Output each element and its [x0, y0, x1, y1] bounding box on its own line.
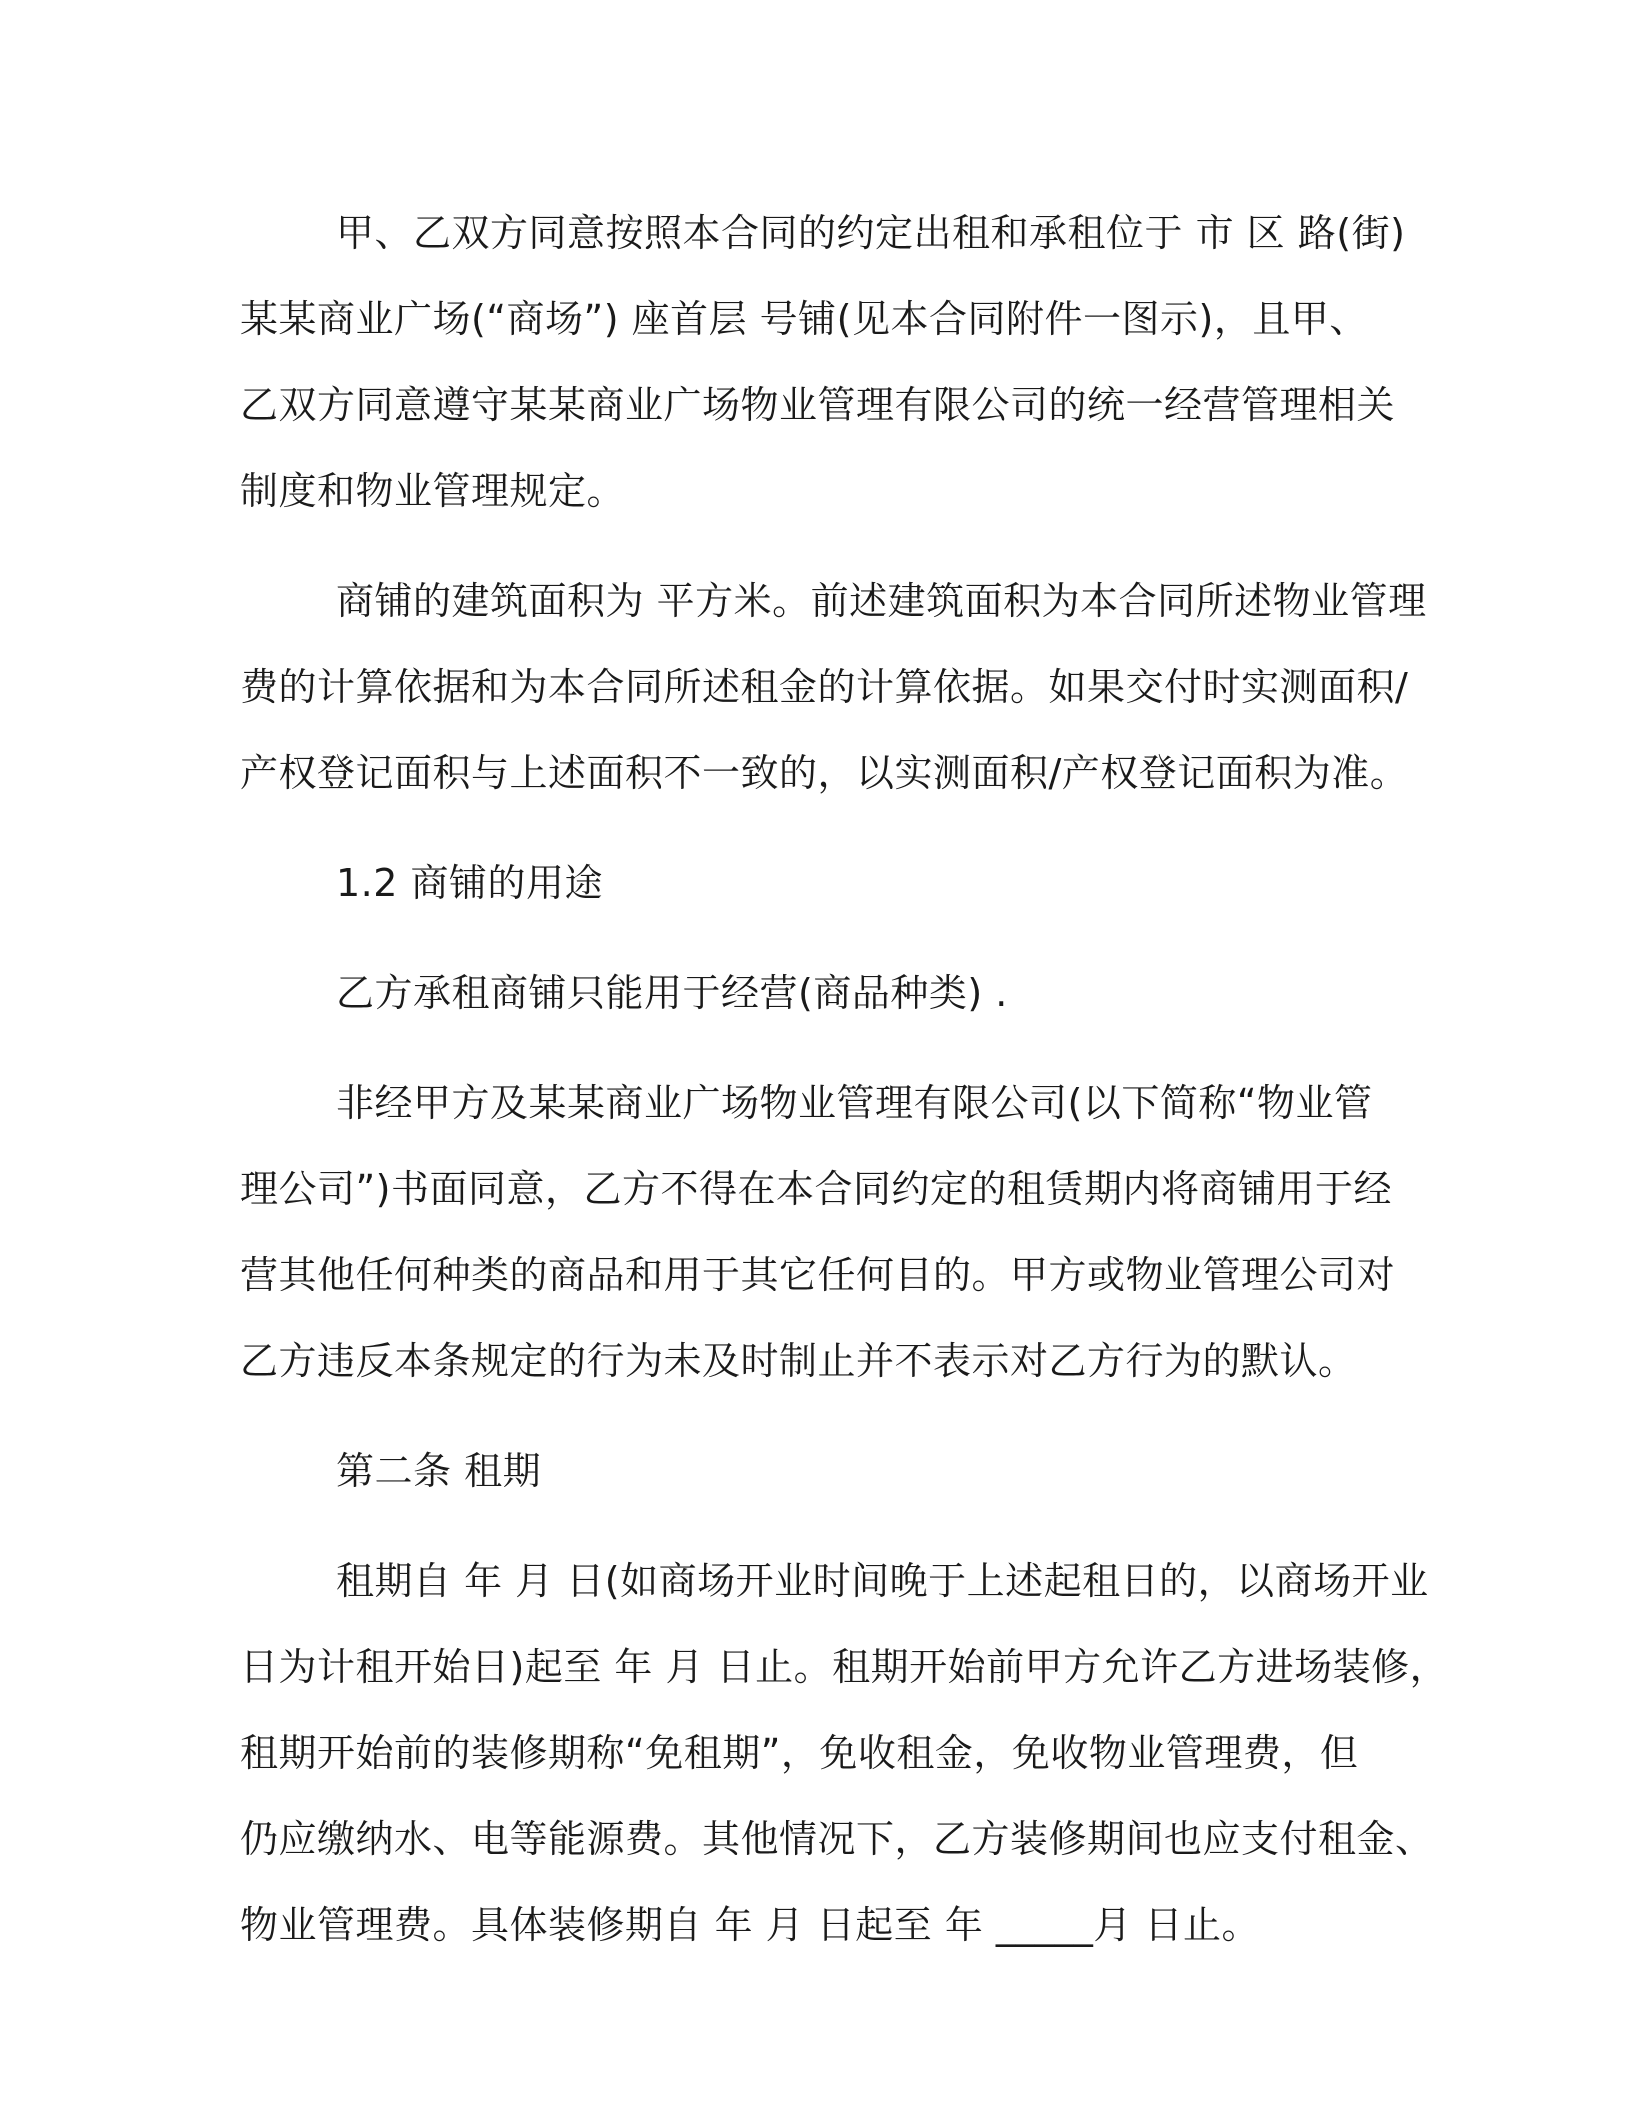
- text-line: 制度和物业管理规定。: [240, 469, 626, 513]
- paragraph-restriction: [240, 1060, 1396, 1404]
- text-line: 1.2 商铺的用途: [336, 861, 604, 905]
- text-line: 租期开始前的装修期称“免租期”，免收租金，免收物业管理费，但: [240, 1731, 1359, 1775]
- document-page: [240, 190, 1449, 1992]
- text-line: 非经甲方及某某商业广场物业管理有限公司(以下简称“物业管: [336, 1081, 1373, 1125]
- paragraph-term: [240, 1538, 1449, 1968]
- text-line: 理公司”)书面同意，乙方不得在本合同约定的租赁期内将商铺用于经: [240, 1167, 1393, 1211]
- section-heading-term: [240, 1428, 1380, 1514]
- paragraph-area: [240, 558, 1427, 816]
- text-line: 营其他任何种类的商品和用于其它任何目的。甲方或物业管理公司对: [240, 1253, 1396, 1297]
- text-line: 乙双方同意遵守某某商业广场物业管理有限公司的统一经营管理相关: [240, 383, 1396, 427]
- text-line: 乙方承租商铺只能用于经营(商品种类) .: [336, 971, 1008, 1015]
- text-line: 仍应缴纳水、电等能源费。其他情况下，乙方装修期间也应支付租金、: [240, 1817, 1434, 1861]
- paragraph-location: [240, 190, 1406, 534]
- text-line: 第二条 租期: [336, 1449, 542, 1493]
- section-heading-usage: [240, 840, 1380, 926]
- text-line: 物业管理费。具体装修期自 年 月 日起至 年 _____月 日止。: [240, 1903, 1260, 1947]
- text-line: 日为计租开始日)起至 年 月 日止。租期开始前甲方允许乙方进场装修，: [240, 1645, 1449, 1689]
- text-line: 某某商业广场(“商场”) 座首层 号铺(见本合同附件一图示)，且甲、: [240, 297, 1368, 341]
- text-line: 商铺的建筑面积为 平方米。前述建筑面积为本合同所述物业管理: [336, 579, 1427, 623]
- text-line: 费的计算依据和为本合同所述租金的计算依据。如果交付时实测面积/: [240, 665, 1409, 709]
- paragraph-usage: [240, 950, 1380, 1036]
- text-line: 租期自 年 月 日(如商场开业时间晚于上述起租日的，以商场开业: [336, 1559, 1429, 1603]
- text-line: 乙方违反本条规定的行为未及时制止并不表示对乙方行为的默认。: [240, 1339, 1357, 1383]
- text-line: 产权登记面积与上述面积不一致的，以实测面积/产权登记面积为准。: [240, 751, 1409, 795]
- text-line: 甲、乙双方同意按照本合同的约定出租和承租位于 市 区 路(街): [336, 211, 1406, 255]
